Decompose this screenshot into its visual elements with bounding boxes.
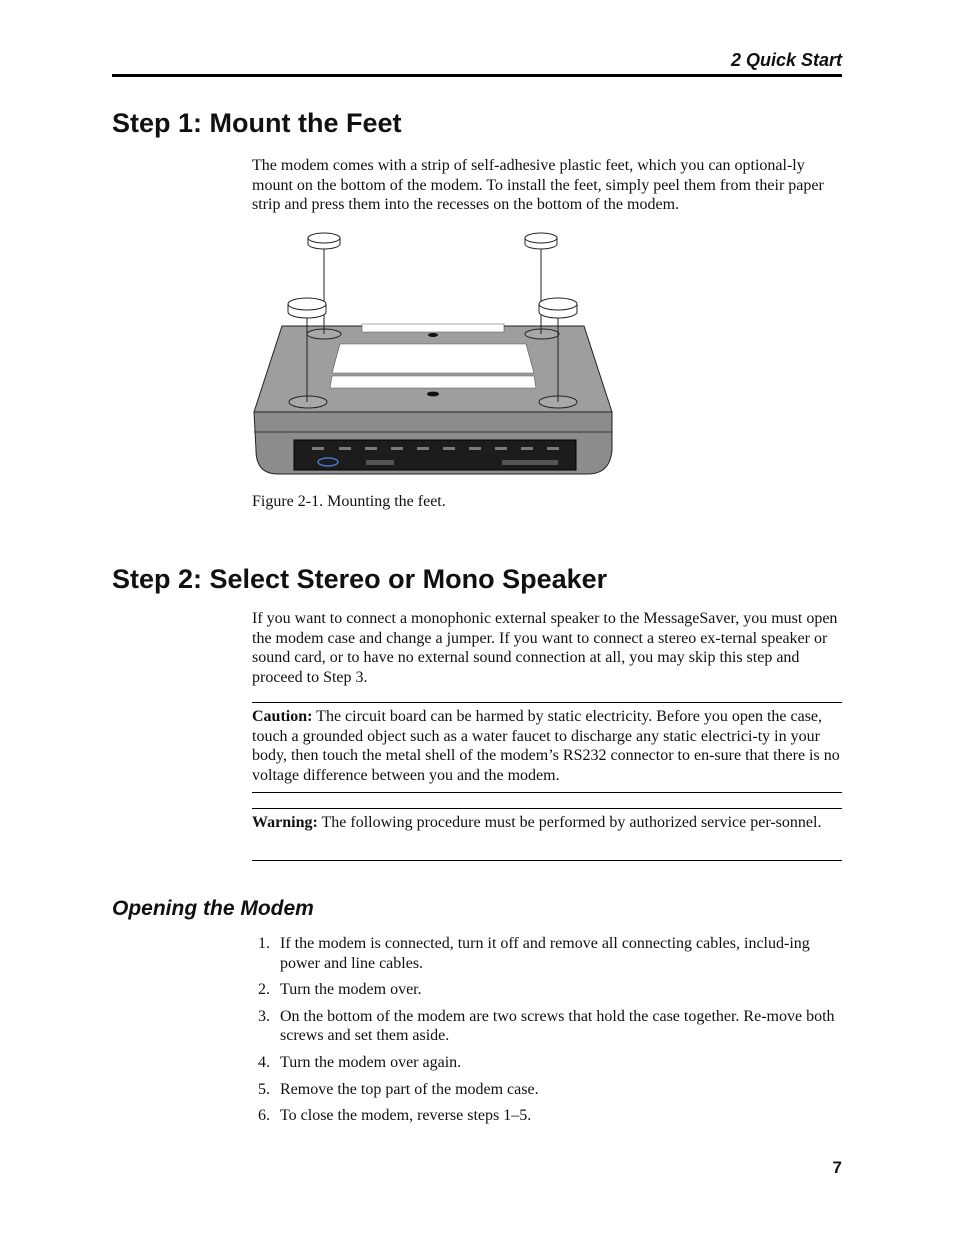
caution-text: The circuit board can be harmed by static electricity. Before you open the case, touch a grounded object such as a water faucet to discharge any static electrici-ty in your body, then touch the metal shell of the modem’s RS232 connector to en-sure that there is no voltage difference between you and the modem.: [252, 708, 840, 784]
step2-paragraph: If you want to connect a monophonic external speaker to the MessageSaver, you must open the modem case and change a jumper. If you want to connect a stereo ex-ternal speaker or sound card, or to have no external sound connection at all, you may skip this step and proceed to Step 3.: [252, 610, 838, 686]
warning-note: [252, 813, 842, 833]
list-item-text: Turn the modem over again.: [280, 1053, 462, 1071]
list-item-number: 2.: [258, 981, 270, 999]
modem-front-panel: [294, 440, 576, 470]
list-item: [258, 1053, 842, 1073]
list-item-number: 4.: [258, 1053, 270, 1071]
foot-recess: [289, 396, 327, 408]
modem-label-main: [332, 344, 534, 373]
list-item-number: 3.: [258, 1007, 270, 1025]
caution-label: Caution:: [252, 708, 313, 725]
screw-hole: [427, 392, 439, 397]
list-item: [258, 934, 842, 973]
caution-rule-bottom: [252, 792, 842, 793]
page-number: 7: [832, 1158, 842, 1177]
rubber-foot: [539, 298, 577, 318]
list-item-number: 6.: [258, 1107, 270, 1125]
warning-rule-top: [252, 808, 842, 809]
modem-label-strip: [330, 376, 536, 388]
step1-paragraph: The modem comes with a strip of self-adhesive plastic feet, which you can optional-ly mount on the bottom of the modem. To install the feet, simply peel them from their paper strip and press them into the recesses on the bottom of the modem.: [252, 157, 824, 214]
running-header: 2 Quick Start: [730, 50, 842, 70]
caution-rule-top: [252, 702, 842, 703]
rubber-foot: [525, 233, 557, 249]
list-item: [258, 1106, 842, 1126]
step2-heading: Step 2: Select Stereo or Mono Speaker: [112, 564, 608, 594]
foot-recess: [525, 329, 559, 339]
header-rule: [112, 74, 842, 77]
modem-label-top: [362, 324, 504, 332]
step1-heading: Step 1: Mount the Feet: [112, 108, 402, 138]
rubber-foot: [288, 298, 326, 318]
screw-hole: [428, 333, 438, 337]
list-item-text: Turn the modem over.: [280, 981, 422, 999]
list-item-number: 5.: [258, 1080, 270, 1098]
list-item: [258, 1007, 842, 1046]
warning-rule-bottom: [252, 860, 842, 861]
list-item: [258, 980, 842, 1000]
opening-heading: Opening the Modem: [112, 897, 314, 920]
opening-steps-list: [258, 934, 842, 1133]
mounting-feet-figure: [252, 228, 614, 480]
list-item-number: 1.: [258, 935, 270, 952]
list-item: [258, 1080, 842, 1100]
caution-note: [252, 707, 842, 785]
figure-caption: Figure 2-1. Mounting the feet.: [252, 493, 446, 510]
list-item-text: To close the modem, reverse steps 1–5.: [280, 1107, 532, 1125]
warning-text: The following procedure must be performed by authorized service per-sonnel.: [317, 814, 822, 831]
list-item-text: Remove the top part of the modem case.: [280, 1080, 539, 1098]
list-item-text: On the bottom of the modem are two screws that hold the case together. Re-move both screws and set them aside.: [280, 1007, 835, 1045]
warning-label: Warning:: [252, 814, 318, 831]
list-item-text: If the modem is connected, turn it off and remove all connecting cables, includ-ing power and line cables.: [280, 935, 810, 972]
rubber-foot: [308, 233, 340, 249]
